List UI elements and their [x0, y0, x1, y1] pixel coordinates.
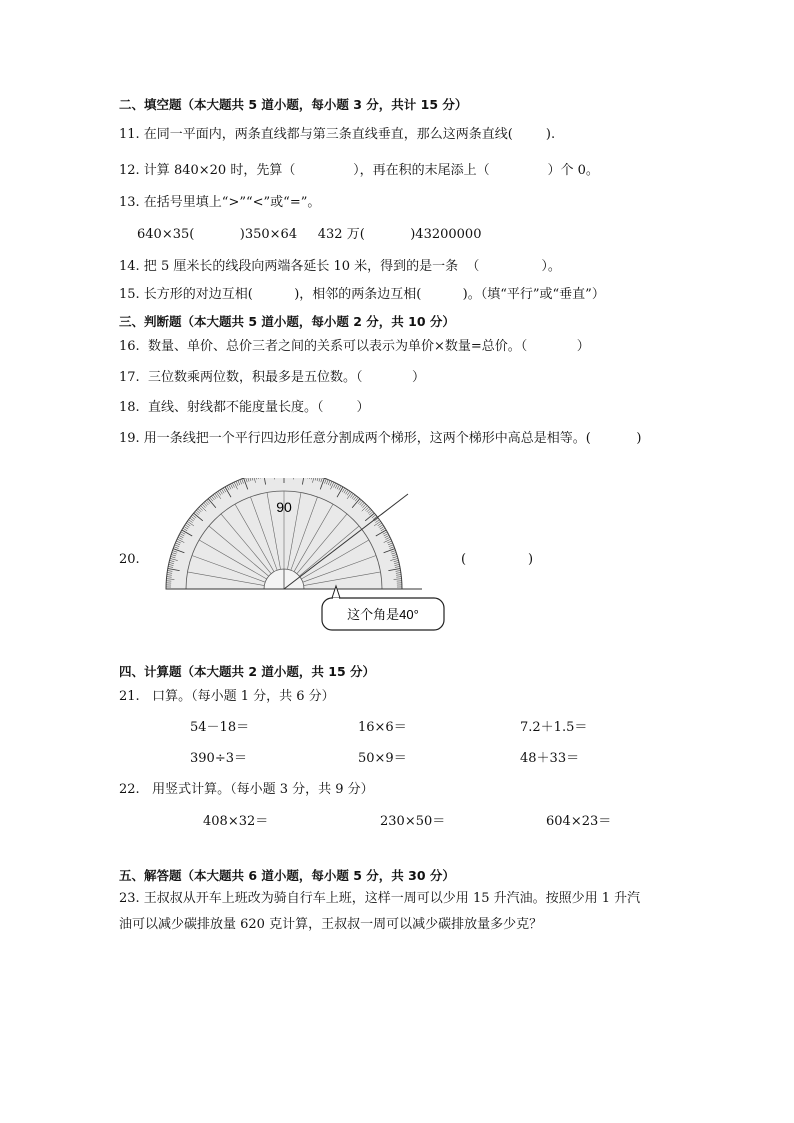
question-18: 18. 直线、射线都不能度量长度。（ ） — [119, 400, 370, 415]
question-13: 13. 在括号里填上“>”“<”或“=”。 — [119, 195, 321, 210]
question-23-line-2: 油可以减少碳排放量 620 克计算，王叔叔一周可以减少碳排放量多少克？ — [119, 917, 543, 932]
oral-item: 390÷3＝ — [190, 751, 247, 766]
oral-item: 16×6＝ — [358, 720, 407, 735]
question-21: 21. 口算。（每小题 1 分，共 6 分） — [119, 689, 335, 704]
question-19: 19. 用一条线把一个平行四边形任意分割成两个梯形，这两个梯形中高总是相等。( ) — [119, 431, 642, 446]
question-14: 14. 把 5 厘米长的线段向两端各延长 10 米，得到的是一条 （ ）。 — [119, 259, 561, 274]
oral-item: 54－18＝ — [190, 720, 250, 735]
protractor-90-label: 90 — [276, 499, 292, 515]
section-4-heading: 四、计算题（本大题共 2 道小题，共 15 分） — [119, 664, 376, 679]
question-15: 15. 长方形的对边互相( )，相邻的两条边互相( )。（填“平行”或“垂直”） — [119, 287, 605, 302]
question-20-number: 20. — [119, 552, 140, 567]
section-5-heading: 五、解答题（本大题共 6 道小题，每小题 5 分，共 30 分） — [119, 868, 455, 883]
question-16: 16. 数量、单价、总价三者之间的关系可以表示为单价×数量=总价。（ ） — [119, 339, 590, 354]
question-20-answer-paren: ( ) — [461, 552, 534, 567]
question-22: 22. 用竖式计算。（每小题 3 分，共 9 分） — [119, 782, 374, 797]
question-17: 17. 三位数乘两位数，积最多是五位数。（ ） — [119, 370, 426, 385]
section-2-heading: 二、填空题（本大题共 5 道小题，每小题 3 分，共计 15 分） — [119, 97, 468, 112]
question-11: 11. 在同一平面内，两条直线都与第三条直线垂直，那么这两条直线( ). — [119, 127, 556, 142]
oral-item: 48＋33＝ — [520, 751, 580, 766]
vertical-calc-item: 408×32＝ — [203, 814, 269, 829]
oral-item: 7.2＋1.5＝ — [520, 720, 588, 735]
bubble-text: 这个角是40° — [347, 607, 419, 622]
question-12: 12. 计算 840×20 时，先算（ ），再在积的末尾添上（ ）个 0。 — [119, 163, 599, 178]
protractor-figure — [150, 478, 450, 638]
section-3-heading: 三、判断题（本大题共 5 道小题，每小题 2 分，共 10 分） — [119, 314, 455, 329]
vertical-calc-item: 230×50＝ — [380, 814, 446, 829]
question-13-items: 640×35( )350×64 432 万( )43200000 — [137, 227, 482, 242]
question-23-line-1: 23. 王叔叔从开车上班改为骑自行车上班，这样一周可以少用 15 升汽油。按照少用 1 升汽 — [119, 891, 641, 906]
vertical-calc-item: 604×23＝ — [546, 814, 612, 829]
protractor — [166, 478, 402, 589]
oral-item: 50×9＝ — [358, 751, 407, 766]
